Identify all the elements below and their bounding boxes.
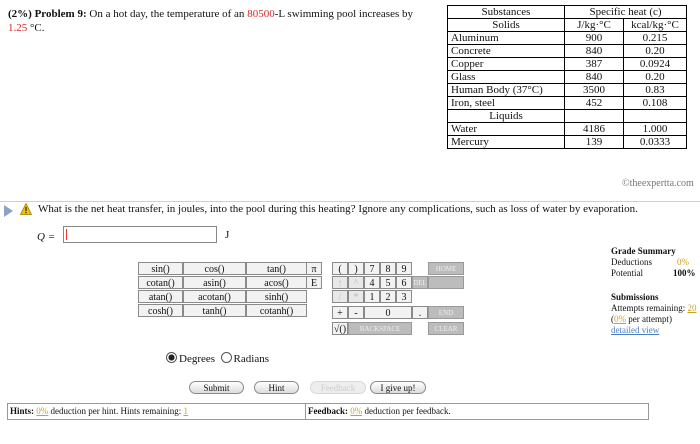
grade-summary: Grade Summary Deductions 0% Potential 100%	[611, 246, 696, 278]
asin-key[interactable]: asin()	[183, 276, 246, 289]
warning-icon	[20, 203, 32, 215]
cosh-key[interactable]: cosh()	[138, 304, 183, 317]
tanh-key[interactable]: tanh()	[183, 304, 246, 317]
table-row: Solids J/kg·°C kcal/kg·°C	[448, 19, 687, 32]
table-row: Water 4186 1.000	[448, 123, 687, 136]
digit-6-key[interactable]: 6	[396, 276, 412, 289]
sin-key[interactable]: sin()	[138, 262, 183, 275]
open-paren-key[interactable]: (	[332, 262, 348, 275]
feedback-text: Feedback: 0% deduction per feedback.	[308, 406, 451, 416]
degrees-radio[interactable]	[166, 352, 177, 363]
plus-key[interactable]: +	[332, 306, 348, 319]
digit-8-key[interactable]: 8	[380, 262, 396, 275]
digit-2-key[interactable]: 2	[380, 290, 396, 303]
specific-heat-table	[447, 5, 687, 149]
table-row: Mercury 139 0.0333	[448, 136, 687, 149]
dot-key[interactable]: .	[412, 306, 428, 319]
table-row: Human Body (37°C) 3500 0.83	[448, 84, 687, 97]
digit-0-key[interactable]: 0	[364, 306, 412, 319]
submissions-title: Submissions	[611, 292, 659, 302]
atan-key[interactable]: atan()	[138, 290, 183, 303]
grade-summary-title: Grade Summary	[611, 246, 676, 256]
feedback-button[interactable]: Feedback	[310, 381, 366, 394]
table-header-row: Substances Specific heat (c)	[448, 6, 687, 19]
clear-key[interactable]: CLEAR	[428, 322, 464, 335]
digit-3-key[interactable]: 3	[396, 290, 412, 303]
digit-4-key[interactable]: 4	[364, 276, 380, 289]
exp-key[interactable]: ^	[348, 276, 364, 289]
table-row: Liquids	[448, 110, 687, 123]
table-row: Aluminum 900 0.215	[448, 32, 687, 45]
angle-mode	[166, 352, 269, 365]
cotanh-key[interactable]: cotanh()	[246, 304, 307, 317]
table-row: Iron, steel 452 0.108	[448, 97, 687, 110]
end-key[interactable]: END	[428, 306, 464, 319]
digit-5-key[interactable]: 5	[380, 276, 396, 289]
potential-value: 100%	[673, 268, 696, 278]
pi-key[interactable]: π	[306, 262, 322, 275]
radians-radio[interactable]	[221, 352, 232, 363]
submit-button[interactable]: Submit	[189, 381, 244, 394]
problem-number: (2%) Problem 9:	[8, 8, 87, 20]
close-paren-key[interactable]: )	[348, 262, 364, 275]
del-key[interactable]: DEL	[412, 276, 428, 289]
problem-statement: (2%) Problem 9: On a hot day, the temperature of an 80500-L swimming pool increases by 1.25 °C.	[8, 8, 413, 34]
deductions-value: 0%	[677, 257, 689, 267]
give-up-button[interactable]: I give up!	[370, 381, 426, 394]
acos-key[interactable]: acos()	[246, 276, 307, 289]
play-icon[interactable]	[4, 205, 13, 217]
cos-key[interactable]: cos()	[183, 262, 246, 275]
sinh-key[interactable]: sinh()	[246, 290, 307, 303]
hints-text: Hints: 0% deduction per hint. Hints remaining: 1	[10, 406, 188, 416]
minus-key[interactable]: -	[348, 306, 364, 319]
answer-label: Q =	[37, 231, 56, 243]
divide-key[interactable]: /	[332, 290, 348, 303]
table-row: Concrete 840 0.20	[448, 45, 687, 58]
digit-1-key[interactable]: 1	[364, 290, 380, 303]
question-text: What is the net heat transfer, in joules, into the pool during this heating? Ignore any complications, such as loss of water by evaporation.	[38, 203, 638, 215]
hint-button[interactable]: Hint	[254, 381, 299, 394]
cotan-key[interactable]: cotan()	[138, 276, 183, 289]
up-arrow-key[interactable]: ↑	[332, 276, 348, 289]
answer-unit: J	[225, 229, 230, 241]
degrees-label: Degrees	[179, 353, 216, 365]
attempts-remaining: 20	[687, 303, 697, 313]
temperature-change: 1.25	[8, 22, 28, 34]
sqrt-key[interactable]: √()	[333, 324, 347, 335]
multiply-key[interactable]: *	[348, 290, 364, 303]
e-key[interactable]: E	[306, 276, 322, 289]
tan-key[interactable]: tan()	[246, 262, 307, 275]
digit-9-key[interactable]: 9	[396, 262, 412, 275]
backspace-key[interactable]: BACKSPACE	[348, 322, 412, 335]
acotan-key[interactable]: acotan()	[183, 290, 246, 303]
hints-remaining: 1	[183, 406, 188, 416]
home-key[interactable]: HOME	[428, 262, 464, 275]
pool-volume: 80500	[247, 8, 275, 20]
copyright-credit: ©theexpertta.com	[622, 178, 694, 189]
digit-7-key[interactable]: 7	[364, 262, 380, 275]
table-row: Copper 387 0.0924	[448, 58, 687, 71]
answer-input[interactable]	[63, 226, 217, 243]
radians-label: Radians	[233, 353, 269, 365]
table-row: Glass 840 0.20	[448, 71, 687, 84]
submissions-panel: Submissions Attempts remaining: 20 (0% per attempt) detailed view	[611, 292, 697, 335]
detailed-view-link[interactable]: detailed view	[611, 325, 660, 335]
